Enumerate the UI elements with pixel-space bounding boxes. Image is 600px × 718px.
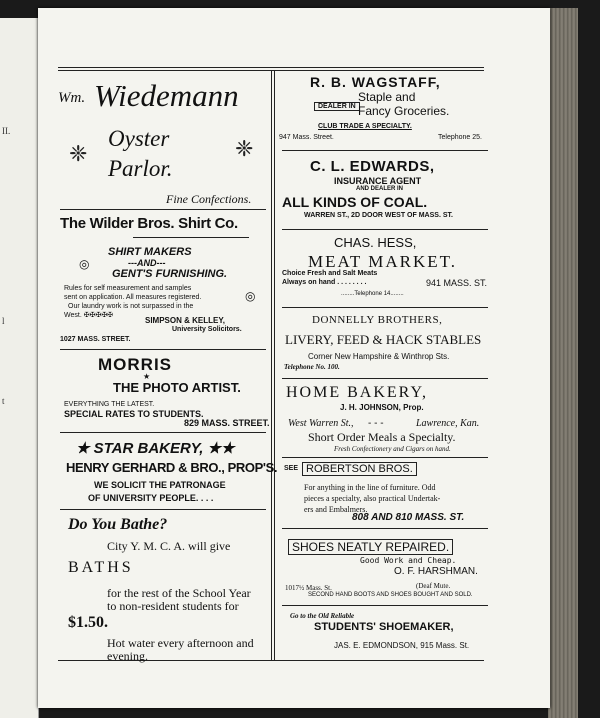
wagstaff-phone: Telephone 25. [438, 134, 482, 141]
shoes-title: SHOES NEATLY REPAIRED. [288, 539, 453, 555]
wiedemann-prefix: Wm. [58, 90, 86, 106]
edwards-coal: ALL KINDS OF COAL. [282, 194, 428, 210]
hess-address: 941 MASS. ST. [426, 278, 488, 288]
book-page-edges [548, 8, 578, 718]
robertson-see: SEE [284, 465, 299, 472]
ymca-line2: for the rest of the School Year [107, 586, 251, 600]
home-bakery-street: West Warren St., [288, 418, 354, 429]
home-bakery-specialty: Short Order Meals a Specialty. [308, 430, 456, 444]
ymca-line5: evening. [107, 649, 148, 663]
morris-title: THE PHOTO ARTIST. [113, 380, 241, 395]
home-bakery-city: Lawrence, Kan. [416, 418, 480, 429]
hess-title: MEAT MARKET. [308, 252, 457, 271]
hess-line1: Choice Fresh and Salt Meats [282, 270, 378, 277]
home-bakery-prop: J. H. JOHNSON, Prop. [340, 403, 424, 412]
robertson-body: For anything in the line of furniture. Odd pieces a specialty, also practical Undertak- ers and Embalmers. [304, 483, 441, 514]
margin-mark: l [2, 316, 5, 326]
shoes-sub: Good Work and Cheap. [360, 556, 457, 565]
home-bakery-name: HOME BAKERY, [286, 384, 428, 401]
wiedemann-tagline: Fine Confections. [166, 192, 252, 206]
shoes-name: O. F. HARSHMAN. [394, 566, 478, 577]
wilder-line1: SHIRT MAKERS [108, 246, 192, 258]
wagstaff-goods: Staple and Fancy Groceries. [358, 90, 450, 118]
robertson-address: 808 AND 810 MASS. ST. [352, 512, 465, 523]
wagstaff-name: R. B. WAGSTAFF, [310, 74, 441, 90]
star-bakery-line1: WE SOLICIT THE PATRONAGE [94, 480, 226, 490]
shoes-address: 1017½ Mass. St. [285, 584, 332, 592]
shoes-note: (Deaf Mute. [416, 582, 451, 590]
wiedemann-line1: Oyster [108, 126, 170, 151]
divider [60, 509, 266, 510]
morris-address: 829 MASS. STREET. [184, 418, 270, 428]
divider [282, 229, 488, 230]
wilder-signers: SIMPSON & KELLEY, [145, 316, 226, 325]
flourish-left-icon: ❈ [69, 141, 88, 166]
star-bakery-proprietor: HENRY GERHARD & BRO., PROP'S. [66, 460, 278, 475]
ymca-price: $1.50. [68, 614, 108, 631]
ymca-line3: to non-resident students for [107, 599, 239, 613]
bullseye-icon: ◎ [79, 257, 90, 271]
wilder-line3: GENT'S FURNISHING. [112, 268, 228, 280]
shoes-line: SECOND HAND BOOTS AND SHOES BOUGHT AND SOLD. [308, 592, 473, 598]
morris-name: MORRIS [98, 355, 172, 374]
wagstaff-address: 947 Mass. Street. [279, 134, 334, 141]
divider [282, 528, 488, 529]
divider [60, 349, 266, 350]
margin-mark: II. [2, 126, 11, 136]
advertisement-page [38, 8, 550, 708]
star-bakery-line2: OF UNIVERSITY PEOPLE. . . . [88, 493, 214, 503]
donnelly-phone: Telephone No. 100. [284, 363, 340, 371]
edwards-title: INSURANCE AGENT [334, 176, 422, 186]
robertson-name: ROBERTSON BROS. [302, 462, 417, 476]
edmondson-title: STUDENTS' SHOEMAKER, [314, 621, 454, 633]
home-bakery-dashes: - - - [368, 418, 384, 429]
edmondson-lead: Go to the Old Reliable [290, 612, 355, 620]
divider [282, 457, 488, 458]
divider [282, 378, 488, 379]
donnelly-address: Corner New Hampshire & Winthrop Sts. [308, 352, 450, 361]
home-bakery-note: Fresh Confectionery and Cigars on hand. [334, 445, 451, 453]
ornament-row-icon: ✠✠✠✠✠ [83, 312, 114, 319]
edmondson-name: JAS. E. EDMONDSON, 915 Mass. St. [334, 641, 470, 650]
hess-line2: Always on hand . . . . . . . . [282, 279, 367, 286]
left-page-edge [0, 18, 39, 718]
donnelly-name: DONNELLY BROTHERS, [312, 314, 443, 326]
wiedemann-line2: Parlor. [108, 156, 173, 181]
wilder-address: 1027 MASS. STREET. [60, 336, 131, 343]
top-rule [58, 67, 484, 68]
divider [60, 432, 266, 433]
edwards-dealer: AND DEALER IN [356, 186, 404, 192]
divider [60, 209, 266, 210]
column-divider-2 [274, 70, 275, 660]
star-icon: ★ [143, 372, 151, 381]
divider [282, 605, 488, 606]
morris-line2: SPECIAL RATES TO STUDENTS. [64, 409, 204, 419]
wagstaff-dealer: DEALER IN [314, 102, 360, 111]
ymca-line4: Hot water every afternoon and [107, 636, 254, 650]
ymca-headline: Do You Bathe? [68, 516, 168, 533]
donnelly-title: LIVERY, FEED & HACK STABLES [285, 332, 482, 347]
wagstaff-club: CLUB TRADE A SPECIALTY. [318, 123, 412, 130]
wilder-line2: ---AND--- [128, 258, 166, 268]
star-bakery-title: ★ STAR BAKERY, ★★ [76, 440, 235, 457]
hess-phone: ........Telephone 14........ [341, 291, 404, 297]
morris-line1: EVERYTHING THE LATEST. [64, 401, 155, 408]
margin-mark: t [2, 396, 5, 406]
wilder-signers-title: University Solicitors. [172, 326, 242, 333]
wiedemann-name: Wiedemann [94, 78, 239, 113]
swash-rule [133, 237, 249, 238]
edwards-address: WARREN ST., 2D DOOR WEST OF MASS. ST. [304, 212, 453, 219]
divider [282, 150, 488, 151]
wilder-body: Rules for self measurement and samples sent on application. All measures registered. Our laundry work is not surpassed in the West. ✠✠✠✠✠ [64, 285, 202, 319]
column-divider [271, 70, 272, 660]
wilder-title: The Wilder Bros. Shirt Co. [60, 215, 238, 232]
bullseye-icon: ◎ [245, 289, 256, 303]
ymca-line1: City Y. M. C. A. will give [107, 539, 231, 553]
ymca-baths: BATHS [68, 559, 134, 576]
flourish-right-icon: ❈ [235, 136, 254, 161]
hess-name: CHAS. HESS, [334, 235, 417, 250]
edwards-name: C. L. EDWARDS, [310, 158, 435, 175]
divider [282, 307, 488, 308]
